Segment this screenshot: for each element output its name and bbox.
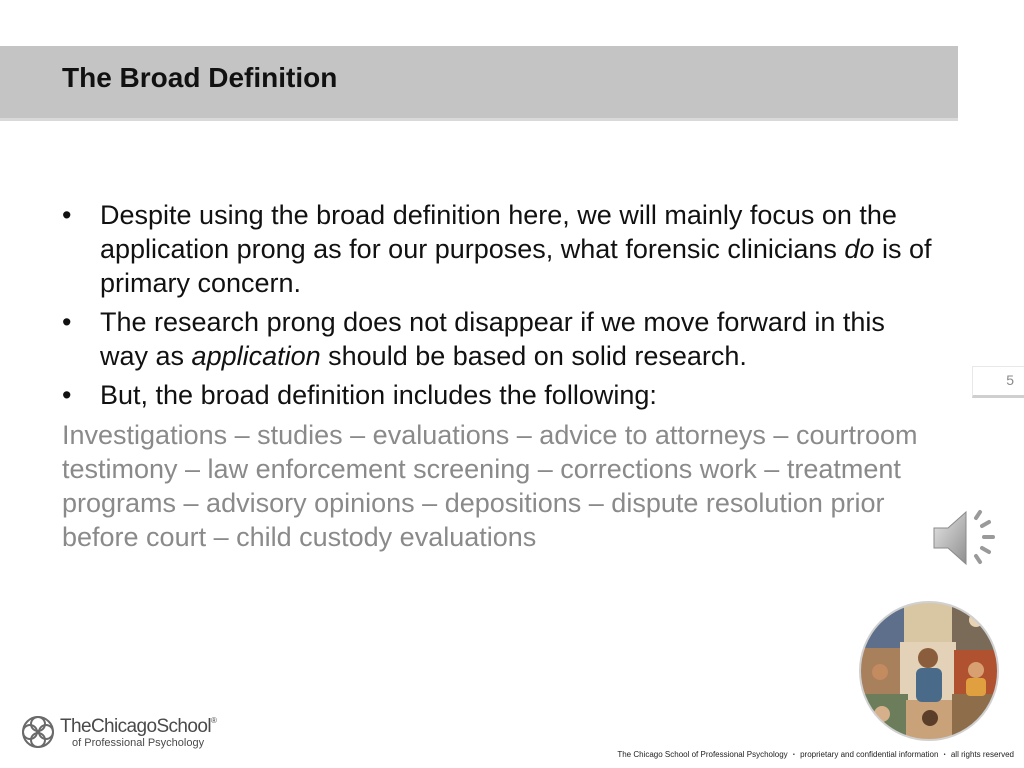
page-number-tab xyxy=(972,366,1024,398)
bullet-emphasis: do xyxy=(844,234,875,264)
bullet-emphasis: application xyxy=(191,341,321,371)
logo-mark-icon xyxy=(20,714,56,750)
bullet-item xyxy=(62,305,932,373)
bullet-text: The research prong does not disappear if we move forward in this way as xyxy=(100,307,885,371)
school-logo xyxy=(20,714,240,754)
footer-text: The Chicago School of Professional Psychology ・ proprietary and confidential information ・ all rights reserved xyxy=(617,750,1014,759)
slide-body xyxy=(62,198,932,554)
bullet-text-end: is of primary concern. xyxy=(100,234,932,298)
bullet-item xyxy=(62,378,932,412)
logo-wordmark xyxy=(60,716,216,738)
logo-subtitle: of Professional Psychology xyxy=(72,737,205,749)
bullet-glyph: • xyxy=(62,380,72,410)
speaker-icon[interactable] xyxy=(930,504,1002,572)
bullet-item xyxy=(62,198,932,300)
bullet-text-end: should be based on solid research. xyxy=(320,341,747,371)
bullet-text: Despite using the broad definition here, we will mainly focus on the application prong as for our purposes, what forensic clinicians xyxy=(100,200,897,264)
logo-name-text: TheChicagoSchool xyxy=(60,716,211,737)
bullet-glyph: • xyxy=(62,200,72,230)
activities-paragraph: Investigations – studies – evaluations – advice to attorneys – courtroom testimony – law enforcement screening – corrections work – treatment programs – advisory opinions – depositions – dispute resolution prior before court – child custody evaluations xyxy=(62,420,918,552)
bullet-list xyxy=(62,198,932,412)
registered-mark: ® xyxy=(210,716,217,725)
bullet-glyph: • xyxy=(62,307,72,337)
bullet-text: But, the broad definition includes the following: xyxy=(100,380,657,410)
page-number: 5 xyxy=(1006,372,1014,388)
photo-collage xyxy=(858,600,1000,742)
slide-title: The Broad Definition xyxy=(62,62,338,93)
title-bar xyxy=(0,46,958,118)
